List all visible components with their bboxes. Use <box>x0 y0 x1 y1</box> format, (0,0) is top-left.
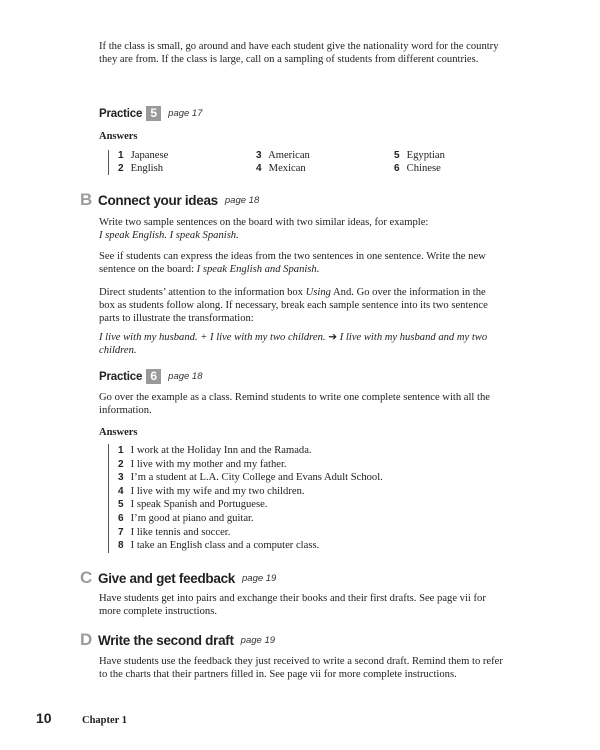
list-item: 1 I work at the Holiday Inn and the Ramada. <box>118 445 312 456</box>
list-item: 6 I’m good at piano and guitar. <box>118 512 254 524</box>
example-sentence: I speak English and Spanish. <box>196 264 320 276</box>
answer-item: 6 Chinese <box>394 162 441 174</box>
section-letter: B <box>80 190 93 209</box>
page-number: 10 <box>36 710 52 726</box>
answer-item: 4 Mexican <box>256 162 306 174</box>
section-title: Give and get feedback <box>98 570 235 586</box>
practice-number-badge: 5 <box>146 106 161 121</box>
list-item: 5 I speak Spanish and Portuguese. <box>118 499 268 511</box>
answers-row <box>118 163 514 176</box>
answer-item: 5 Egyptian <box>394 150 445 161</box>
page-footer <box>36 710 127 726</box>
example-sentence: I speak English. I speak Spanish. <box>99 230 239 242</box>
list-item: 2 I live with my mother and my father. <box>118 458 287 470</box>
section-page-ref: page 19 <box>242 572 277 584</box>
answers-label: Answers <box>99 131 138 142</box>
section-page-ref: page 19 <box>240 634 276 646</box>
answer-item: 1 Japanese <box>118 150 169 161</box>
answer-item: 3 American <box>256 150 310 161</box>
section-letter: C <box>80 568 93 587</box>
list-item: 8 I take an English class and a computer class. <box>118 540 320 552</box>
practice-page-ref: page 17 <box>168 108 203 119</box>
section-c-paragraph: Have students get into pairs and exchange their books and their first drafts. See page vii for more complete instructions. <box>99 593 486 618</box>
section-c-heading <box>80 568 276 588</box>
practice-6-instructions: Go over the example as a class. Remind students to write one complete sentence with all the information. <box>99 392 490 417</box>
section-title: Write the second draft <box>98 632 234 648</box>
section-b-heading <box>80 190 259 210</box>
answers-label: Answers <box>99 427 138 438</box>
practice-6-heading <box>99 369 203 384</box>
section-d-paragraph: Have students use the feedback they just received to write a second draft. Remind them to refer to the charts that their partners filled in. See page vii for more complete instructions. <box>99 656 503 681</box>
chapter-label: Chapter 1 <box>82 715 128 726</box>
arrow-icon: ➔ <box>328 332 338 343</box>
answers-5-list <box>108 150 514 175</box>
section-d-heading <box>80 630 275 650</box>
section-letter: D <box>80 630 93 649</box>
list-item: 3 I’m a student at L.A. City College and Evans Adult School. <box>118 472 383 484</box>
section-page-ref: page 18 <box>224 194 260 206</box>
practice-label: Practice <box>99 107 143 120</box>
section-b-paragraph-2: See if students can express the ideas from the two sentences in one sentence. Write the new sentence on the board: I speak English and Spanish. <box>99 251 486 276</box>
answer-item: 2 English <box>118 162 164 174</box>
intro-paragraph: If the class is small, go around and have each student give the nationality word for the country they are from. If the class is large, call on a sampling of students from different countries. <box>99 41 499 66</box>
list-item: 7 I like tennis and soccer. <box>118 526 231 538</box>
answers-row <box>118 150 514 163</box>
practice-number-badge: 6 <box>146 369 161 384</box>
section-b-paragraph-3: Direct students’ attention to the information box Using And. Go over the information in the box as students follow along. If necessary, break each sample sentence into its two sentence parts to illustrate the transformation: <box>99 287 488 325</box>
transformation-example: I live with my husband. + I live with my two children. ➔ I live with my husband and my two children. <box>99 332 488 357</box>
practice-5-heading <box>99 106 203 121</box>
practice-label: Practice <box>99 370 143 383</box>
section-title: Connect your ideas <box>98 192 218 208</box>
section-b-paragraph-1: Write two sample sentences on the board with two similar ideas, for example: I speak English. I speak Spanish. <box>99 217 429 242</box>
answers-6-list <box>108 444 383 553</box>
practice-page-ref: page 18 <box>168 371 203 382</box>
list-item: 4 I live with my wife and my two children. <box>118 485 305 497</box>
